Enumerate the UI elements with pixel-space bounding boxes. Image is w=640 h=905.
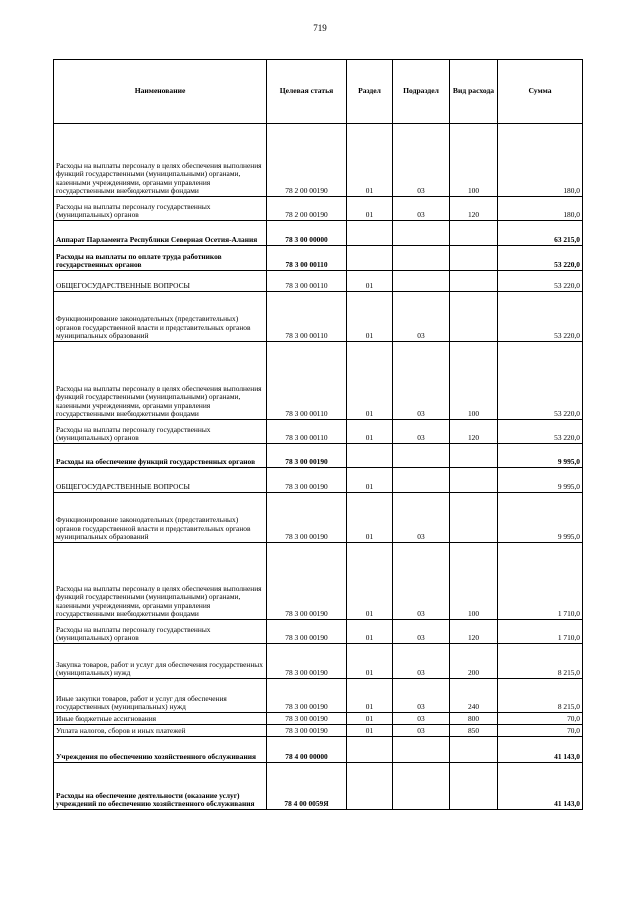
cell-amount: 53 220,0	[498, 271, 583, 292]
cell-type: 120	[450, 420, 498, 444]
cell-type: 120	[450, 197, 498, 221]
cell-amount: 53 220,0	[498, 292, 583, 342]
cell-amount: 9 995,0	[498, 468, 583, 493]
cell-section	[347, 763, 393, 810]
cell-type	[450, 763, 498, 810]
cell-type: 100	[450, 342, 498, 420]
cell-subsection	[393, 737, 450, 763]
cell-type: 120	[450, 620, 498, 644]
cell-subsection	[393, 763, 450, 810]
table-row	[54, 644, 583, 679]
cell-subsection: 03	[393, 493, 450, 543]
cell-target: 78 2 00 00190	[267, 124, 347, 197]
table-header-row	[54, 60, 583, 124]
cell-target: 78 3 00 00190	[267, 713, 347, 725]
table-row	[54, 725, 583, 737]
cell-type	[450, 444, 498, 468]
cell-subsection: 03	[393, 713, 450, 725]
header-target: Целевая статья	[267, 60, 347, 124]
cell-target: 78 3 00 00190	[267, 679, 347, 713]
cell-amount: 41 143,0	[498, 737, 583, 763]
header-name: Наименование	[54, 60, 267, 124]
cell-name: Расходы на выплаты по оплате труда работников государственных органов	[54, 246, 267, 271]
cell-amount: 70,0	[498, 725, 583, 737]
table-row	[54, 444, 583, 468]
cell-type	[450, 271, 498, 292]
cell-subsection: 03	[393, 292, 450, 342]
cell-subsection: 03	[393, 197, 450, 221]
cell-type: 240	[450, 679, 498, 713]
cell-amount: 8 215,0	[498, 679, 583, 713]
cell-subsection: 03	[393, 725, 450, 737]
cell-name: Расходы на выплаты персоналу в целях обеспечения выполнения функций государственными (муниципальными) органами, казенными учреждениями, органами управления государственными внебюджетными фондами	[54, 124, 267, 197]
cell-name: Иные закупки товаров, работ и услуг для обеспечения государственных (муниципальных) нужд	[54, 679, 267, 713]
cell-name: Расходы на выплаты персоналу в целях обеспечения выполнения функций государственными (муниципальными) органами, казенными учреждениями, органами управления государственными внебюджетными фондами	[54, 543, 267, 620]
cell-type: 850	[450, 725, 498, 737]
cell-amount: 9 995,0	[498, 493, 583, 543]
cell-target: 78 4 00 0059Я	[267, 763, 347, 810]
cell-subsection: 03	[393, 644, 450, 679]
cell-type	[450, 737, 498, 763]
cell-subsection: 03	[393, 420, 450, 444]
cell-name: Расходы на выплаты персоналу государственных (муниципальных) органов	[54, 620, 267, 644]
cell-target: 78 3 00 00190	[267, 620, 347, 644]
table-row	[54, 342, 583, 420]
cell-name: ОБЩЕГОСУДАРСТВЕННЫЕ ВОПРОСЫ	[54, 271, 267, 292]
cell-section: 01	[347, 420, 393, 444]
cell-name: Аппарат Парламента Республики Северная Осетия-Алания	[54, 221, 267, 246]
table-row	[54, 292, 583, 342]
cell-section: 01	[347, 543, 393, 620]
cell-subsection: 03	[393, 342, 450, 420]
cell-amount: 63 215,0	[498, 221, 583, 246]
cell-amount: 1 710,0	[498, 543, 583, 620]
cell-section	[347, 444, 393, 468]
cell-type	[450, 246, 498, 271]
cell-amount: 70,0	[498, 713, 583, 725]
cell-name: Уплата налогов, сборов и иных платежей	[54, 725, 267, 737]
cell-type: 100	[450, 543, 498, 620]
cell-section: 01	[347, 197, 393, 221]
cell-type	[450, 292, 498, 342]
table-row	[54, 246, 583, 271]
table-row	[54, 468, 583, 493]
cell-amount: 1 710,0	[498, 620, 583, 644]
budget-table	[53, 59, 583, 810]
cell-section: 01	[347, 271, 393, 292]
cell-section: 01	[347, 644, 393, 679]
cell-subsection: 03	[393, 124, 450, 197]
table-row	[54, 763, 583, 810]
cell-subsection	[393, 271, 450, 292]
cell-section: 01	[347, 468, 393, 493]
cell-name: Закупка товаров, работ и услуг для обеспечения государственных (муниципальных) нужд	[54, 644, 267, 679]
cell-name: ОБЩЕГОСУДАРСТВЕННЫЕ ВОПРОСЫ	[54, 468, 267, 493]
cell-section	[347, 221, 393, 246]
table-row	[54, 620, 583, 644]
cell-amount: 9 995,0	[498, 444, 583, 468]
cell-subsection: 03	[393, 620, 450, 644]
cell-name: Расходы на выплаты персоналу государственных (муниципальных) органов	[54, 420, 267, 444]
cell-type	[450, 468, 498, 493]
cell-target: 78 2 00 00190	[267, 197, 347, 221]
table-row	[54, 420, 583, 444]
cell-type	[450, 493, 498, 543]
cell-name: Расходы на выплаты персоналу в целях обеспечения выполнения функций государственными (муниципальными) органами, казенными учреждениями, органами управления государственными внебюджетными фондами	[54, 342, 267, 420]
cell-target: 78 3 00 00110	[267, 342, 347, 420]
cell-target: 78 3 00 00110	[267, 246, 347, 271]
cell-type: 800	[450, 713, 498, 725]
cell-target: 78 3 00 00190	[267, 493, 347, 543]
cell-amount: 41 143,0	[498, 763, 583, 810]
cell-section: 01	[347, 679, 393, 713]
cell-subsection: 03	[393, 543, 450, 620]
cell-target: 78 3 00 00190	[267, 543, 347, 620]
cell-section: 01	[347, 725, 393, 737]
cell-amount: 8 215,0	[498, 644, 583, 679]
cell-name: Функционирование законодательных (представительных) органов государственной власти и представительных органов муниципальных образований	[54, 493, 267, 543]
cell-subsection	[393, 246, 450, 271]
cell-type	[450, 221, 498, 246]
cell-amount: 180,0	[498, 124, 583, 197]
table-row	[54, 713, 583, 725]
cell-target: 78 3 00 00110	[267, 420, 347, 444]
cell-section: 01	[347, 292, 393, 342]
cell-target: 78 4 00 00000	[267, 737, 347, 763]
cell-type: 200	[450, 644, 498, 679]
cell-target: 78 3 00 00190	[267, 468, 347, 493]
cell-section: 01	[347, 124, 393, 197]
header-subsection: Подраздел	[393, 60, 450, 124]
cell-target: 78 3 00 00190	[267, 725, 347, 737]
cell-target: 78 3 00 00190	[267, 444, 347, 468]
cell-subsection	[393, 468, 450, 493]
table-row	[54, 271, 583, 292]
cell-amount: 53 220,0	[498, 246, 583, 271]
table-row	[54, 543, 583, 620]
cell-section: 01	[347, 342, 393, 420]
cell-section	[347, 246, 393, 271]
cell-target: 78 3 00 00190	[267, 644, 347, 679]
cell-amount: 53 220,0	[498, 420, 583, 444]
cell-subsection	[393, 221, 450, 246]
cell-amount: 180,0	[498, 197, 583, 221]
table-row	[54, 221, 583, 246]
cell-name: Иные бюджетные ассигнования	[54, 713, 267, 725]
cell-type: 100	[450, 124, 498, 197]
table-row	[54, 493, 583, 543]
cell-section: 01	[347, 713, 393, 725]
cell-section: 01	[347, 493, 393, 543]
cell-target: 78 3 00 00000	[267, 221, 347, 246]
cell-name: Учреждения по обеспечению хозяйственного обслуживания	[54, 737, 267, 763]
cell-name: Расходы на обеспечение функций государственных органов	[54, 444, 267, 468]
cell-name: Расходы на обеспечение деятельности (оказание услуг) учреждений по обеспечению хозяйственного обслуживания	[54, 763, 267, 810]
table-row	[54, 197, 583, 221]
cell-name: Функционирование законодательных (представительных) органов государственной власти и представительных органов муниципальных образований	[54, 292, 267, 342]
page-number: 719	[313, 23, 327, 33]
cell-subsection: 03	[393, 679, 450, 713]
cell-target: 78 3 00 00110	[267, 292, 347, 342]
table-row	[54, 679, 583, 713]
cell-section: 01	[347, 620, 393, 644]
header-amount: Сумма	[498, 60, 583, 124]
header-type: Вид расхода	[450, 60, 498, 124]
cell-target: 78 3 00 00110	[267, 271, 347, 292]
header-section: Раздел	[347, 60, 393, 124]
cell-section	[347, 737, 393, 763]
table-row	[54, 737, 583, 763]
cell-name: Расходы на выплаты персоналу государственных (муниципальных) органов	[54, 197, 267, 221]
cell-amount: 53 220,0	[498, 342, 583, 420]
table-row	[54, 124, 583, 197]
cell-subsection	[393, 444, 450, 468]
